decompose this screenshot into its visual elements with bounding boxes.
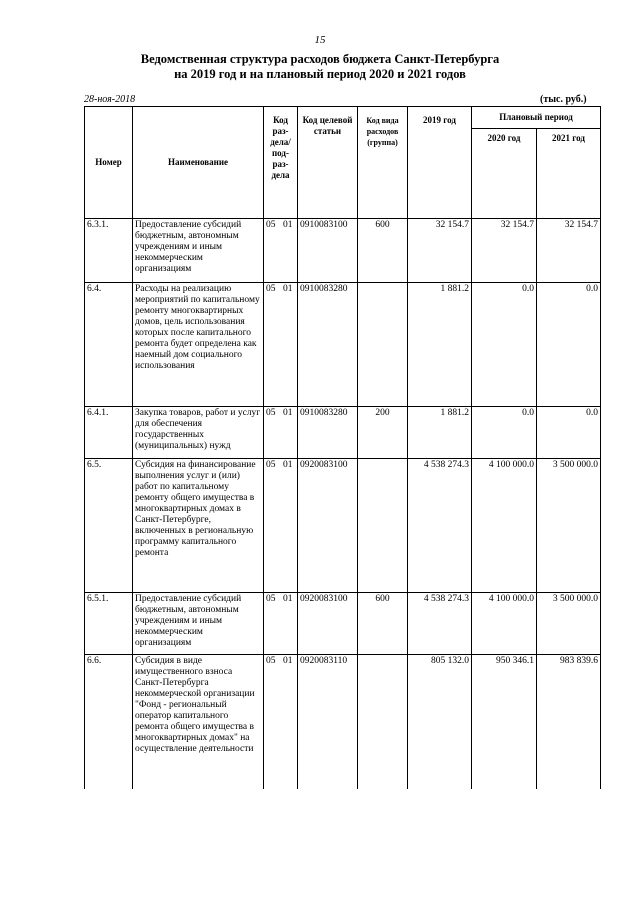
row-2020: 4 100 000.0 bbox=[472, 459, 537, 593]
section-code: 05 bbox=[266, 594, 276, 604]
table-row bbox=[85, 283, 601, 407]
row-2021: 0.0 bbox=[537, 283, 601, 407]
section-code: 05 bbox=[266, 408, 276, 418]
row-number: 6.5.1. bbox=[85, 593, 133, 655]
header-target: Код целевой статьи bbox=[298, 107, 358, 219]
table-row bbox=[85, 655, 601, 789]
row-type-code bbox=[358, 283, 408, 407]
row-name: Предоставление субсидий бюджетным, автономным учреждениям и иным некоммерческим организациям bbox=[133, 593, 264, 655]
row-type-code bbox=[358, 655, 408, 789]
row-2020: 4 100 000.0 bbox=[472, 593, 537, 655]
subsection-code: 01 bbox=[283, 220, 293, 230]
subsection-code: 01 bbox=[283, 656, 293, 666]
table-row bbox=[85, 219, 601, 283]
header-2020: 2020 год bbox=[472, 129, 537, 219]
row-2019: 805 132.0 bbox=[408, 655, 472, 789]
row-name: Предоставление субсидий бюджетным, автономным учреждениям и иным некоммерческим организациям bbox=[133, 219, 264, 283]
row-2021: 3 500 000.0 bbox=[537, 593, 601, 655]
row-target-code: 0920083100 bbox=[298, 459, 358, 593]
row-target-code: 0910083100 bbox=[298, 219, 358, 283]
page-number: 15 bbox=[314, 34, 326, 46]
row-name: Субсидия в виде имущественного взноса Санкт-Петербурга некоммерческой организации "Фонд - региональный оператор капитального ремонта общего имущества в многоквартирных домах" на осуществление деятельности bbox=[133, 655, 264, 789]
row-2019: 1 881.2 bbox=[408, 407, 472, 459]
row-type-code: 600 bbox=[358, 593, 408, 655]
row-section-code bbox=[264, 593, 298, 655]
subsection-code: 01 bbox=[283, 594, 293, 604]
row-2021: 0.0 bbox=[537, 407, 601, 459]
row-type-code bbox=[358, 459, 408, 593]
row-2021: 983 839.6 bbox=[537, 655, 601, 789]
row-2019: 4 538 274.3 bbox=[408, 593, 472, 655]
row-2020: 950 346.1 bbox=[472, 655, 537, 789]
row-target-code: 0920083100 bbox=[298, 593, 358, 655]
row-2020: 32 154.7 bbox=[472, 219, 537, 283]
row-section-code bbox=[264, 655, 298, 789]
row-2019: 4 538 274.3 bbox=[408, 459, 472, 593]
row-section-code bbox=[264, 459, 298, 593]
row-2020: 0.0 bbox=[472, 283, 537, 407]
row-number: 6.6. bbox=[85, 655, 133, 789]
budget-table bbox=[84, 106, 601, 789]
row-2019: 32 154.7 bbox=[408, 219, 472, 283]
row-name: Закупка товаров, работ и услуг для обеспечения государственных (муниципальных) нужд bbox=[133, 407, 264, 459]
header-type: Код вида расходов (группа) bbox=[358, 107, 408, 219]
section-code: 05 bbox=[266, 220, 276, 230]
title-line-2: на 2019 год и на плановый период 2020 и 2021 годов bbox=[174, 67, 466, 81]
row-number: 6.3.1. bbox=[85, 219, 133, 283]
section-code: 05 bbox=[266, 284, 276, 294]
table-row bbox=[85, 407, 601, 459]
header-planned-period: Плановый период bbox=[472, 107, 601, 129]
row-target-code: 0910083280 bbox=[298, 407, 358, 459]
header-name: Наименование bbox=[133, 107, 264, 219]
row-section-code bbox=[264, 219, 298, 283]
row-type-code: 600 bbox=[358, 219, 408, 283]
table-row bbox=[85, 593, 601, 655]
row-name: Расходы на реализацию мероприятий по капитальному ремонту многоквартирных домов, цель использования которых после капитального ремонта будет определена как наемный дом социального использования bbox=[133, 283, 264, 407]
row-2021: 3 500 000.0 bbox=[537, 459, 601, 593]
document-title bbox=[0, 52, 640, 82]
document-date: 28-ноя-2018 bbox=[84, 94, 136, 105]
header-2019: 2019 год bbox=[408, 107, 472, 219]
row-number: 6.4. bbox=[85, 283, 133, 407]
row-2019: 1 881.2 bbox=[408, 283, 472, 407]
header-2021: 2021 год bbox=[537, 129, 601, 219]
row-2021: 32 154.7 bbox=[537, 219, 601, 283]
subsection-code: 01 bbox=[283, 284, 293, 294]
header-number: Номер bbox=[85, 107, 133, 219]
section-code: 05 bbox=[266, 460, 276, 470]
units-label: (тыс. руб.) bbox=[540, 94, 587, 105]
section-code: 05 bbox=[266, 656, 276, 666]
row-target-code: 0910083280 bbox=[298, 283, 358, 407]
table-row bbox=[85, 459, 601, 593]
row-number: 6.4.1. bbox=[85, 407, 133, 459]
subsection-code: 01 bbox=[283, 460, 293, 470]
row-target-code: 0920083110 bbox=[298, 655, 358, 789]
row-name: Субсидия на финансирование выполнения услуг и (или) работ по капитальному ремонту общего имущества в многоквартирных домах в Санкт-Петербурге, включенных в региональную программу капитального ремонта bbox=[133, 459, 264, 593]
row-number: 6.5. bbox=[85, 459, 133, 593]
row-section-code bbox=[264, 283, 298, 407]
row-type-code: 200 bbox=[358, 407, 408, 459]
row-2020: 0.0 bbox=[472, 407, 537, 459]
header-section: Код раз- дела/ под- раз- дела bbox=[264, 107, 298, 219]
row-section-code bbox=[264, 407, 298, 459]
subsection-code: 01 bbox=[283, 408, 293, 418]
title-line-1: Ведомственная структура расходов бюджета Санкт-Петербурга bbox=[140, 52, 500, 66]
